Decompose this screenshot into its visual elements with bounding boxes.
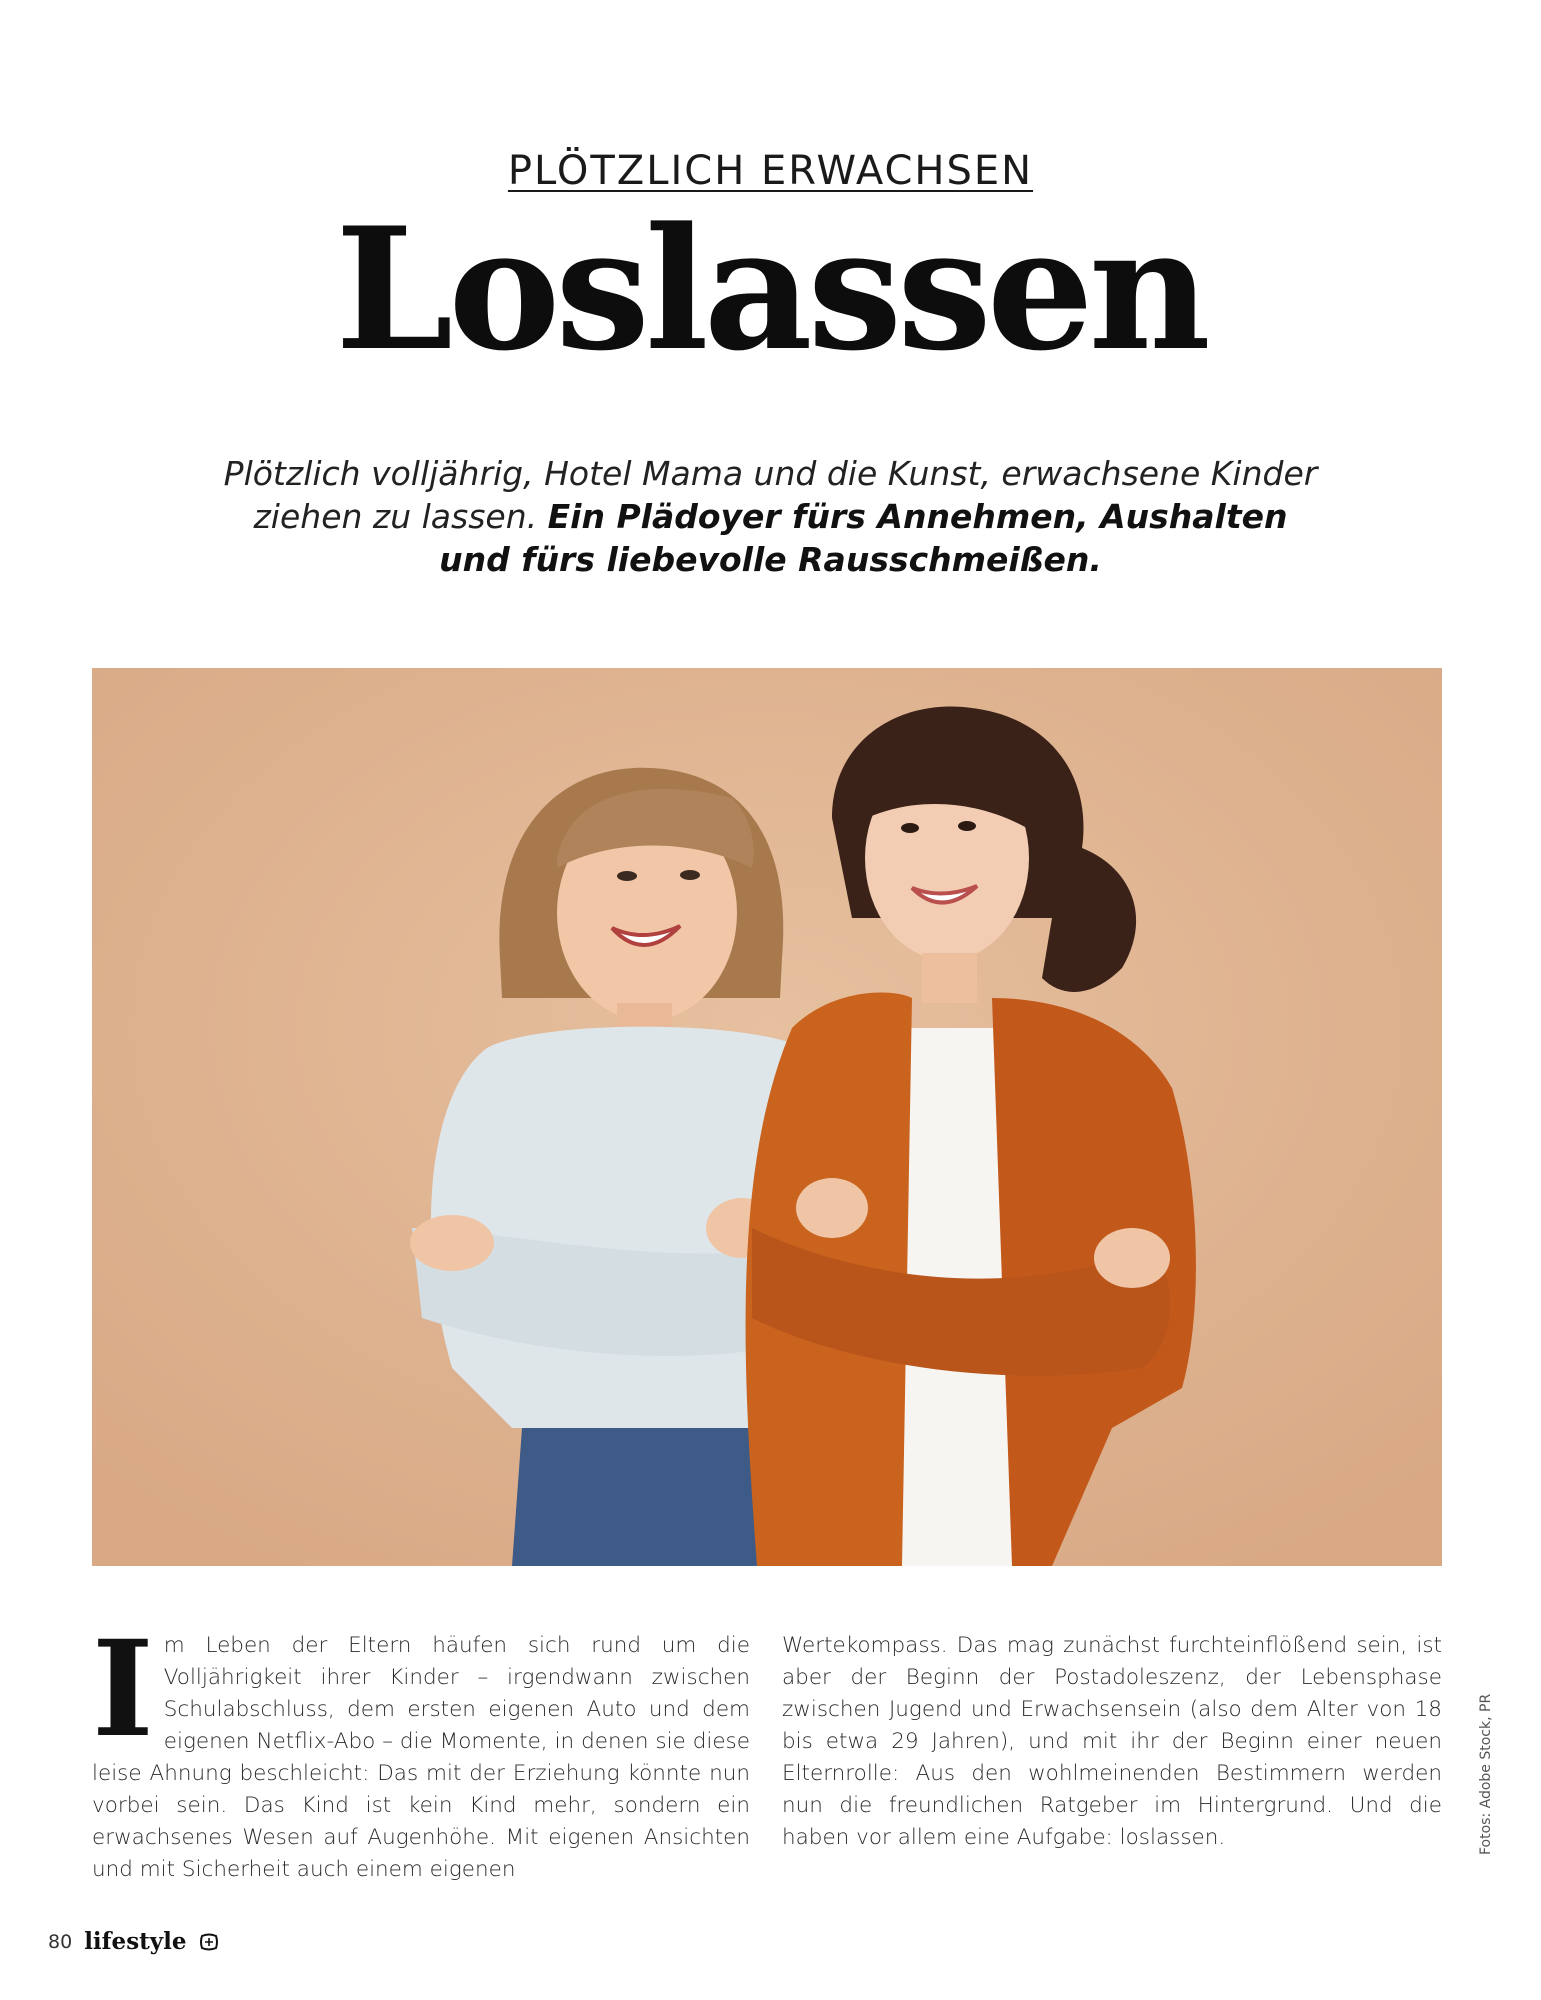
standfirst-line-3-bold: und fürs liebevolle Rausschmeißen.	[439, 540, 1102, 579]
standfirst-line-1: Plötzlich volljährig, Hotel Mama und die Kunst, erwachsene Kinder	[223, 454, 1318, 493]
standfirst-line-2-regular: ziehen zu lassen.	[253, 497, 548, 536]
hero-photo	[92, 668, 1442, 1566]
body-column-left	[92, 1612, 750, 1886]
dropcap: I	[92, 1612, 154, 1767]
article-standfirst	[160, 452, 1381, 581]
photo-credit: Fotos: Adobe Stock, PR	[1478, 1693, 1494, 1855]
page-footer	[48, 1928, 219, 1955]
body-column-right	[782, 1630, 1442, 1854]
kicker-text: PLÖTZLICH ERWACHSEN	[507, 148, 1034, 194]
page-number: 80	[48, 1930, 73, 1953]
article-headline: Loslassen	[335, 190, 1206, 388]
magazine-brand: lifestyle	[84, 1928, 187, 1955]
body-right-text: Wertekompass. Das mag zunächst furchteinflößend sein, ist aber der Beginn der Postadoleszenz, der Lebensphase zwischen Jugend und Erwachsensein (also dem Alter von 18 bis etwa 29 Jahren), und mit ihr der Beginn einer neuen Elternrolle: Aus den wohlmeinenden Bestimmern werden nun die freundlichen Ratgeber im Hintergrund. Und die haben vor allem eine Aufgabe: loslassen.	[782, 1633, 1442, 1850]
article-kicker	[0, 148, 1541, 194]
magazine-logo-icon	[199, 1932, 219, 1952]
mother-daughter-illustration	[92, 668, 1442, 1566]
body-left-text: m Leben der Eltern häufen sich rund um die Volljährigkeit ihrer Kinder – irgendwann zwischen Schulabschluss, dem ersten eigenen Auto und dem eigenen Netflix-Abo – die Momente, in denen sie diese leise Ahnung beschleicht: Das mit der Erziehung könnte nun vorbei sein. Das Kind ist kein Kind mehr, sondern ein erwachsenes Wesen auf Augenhöhe. Mit eigenen Ansichten und mit Sicherheit auch einem eigenen	[92, 1633, 750, 1882]
standfirst-line-2-bold: Ein Plädoyer fürs Annehmen, Aushalten	[547, 497, 1288, 536]
